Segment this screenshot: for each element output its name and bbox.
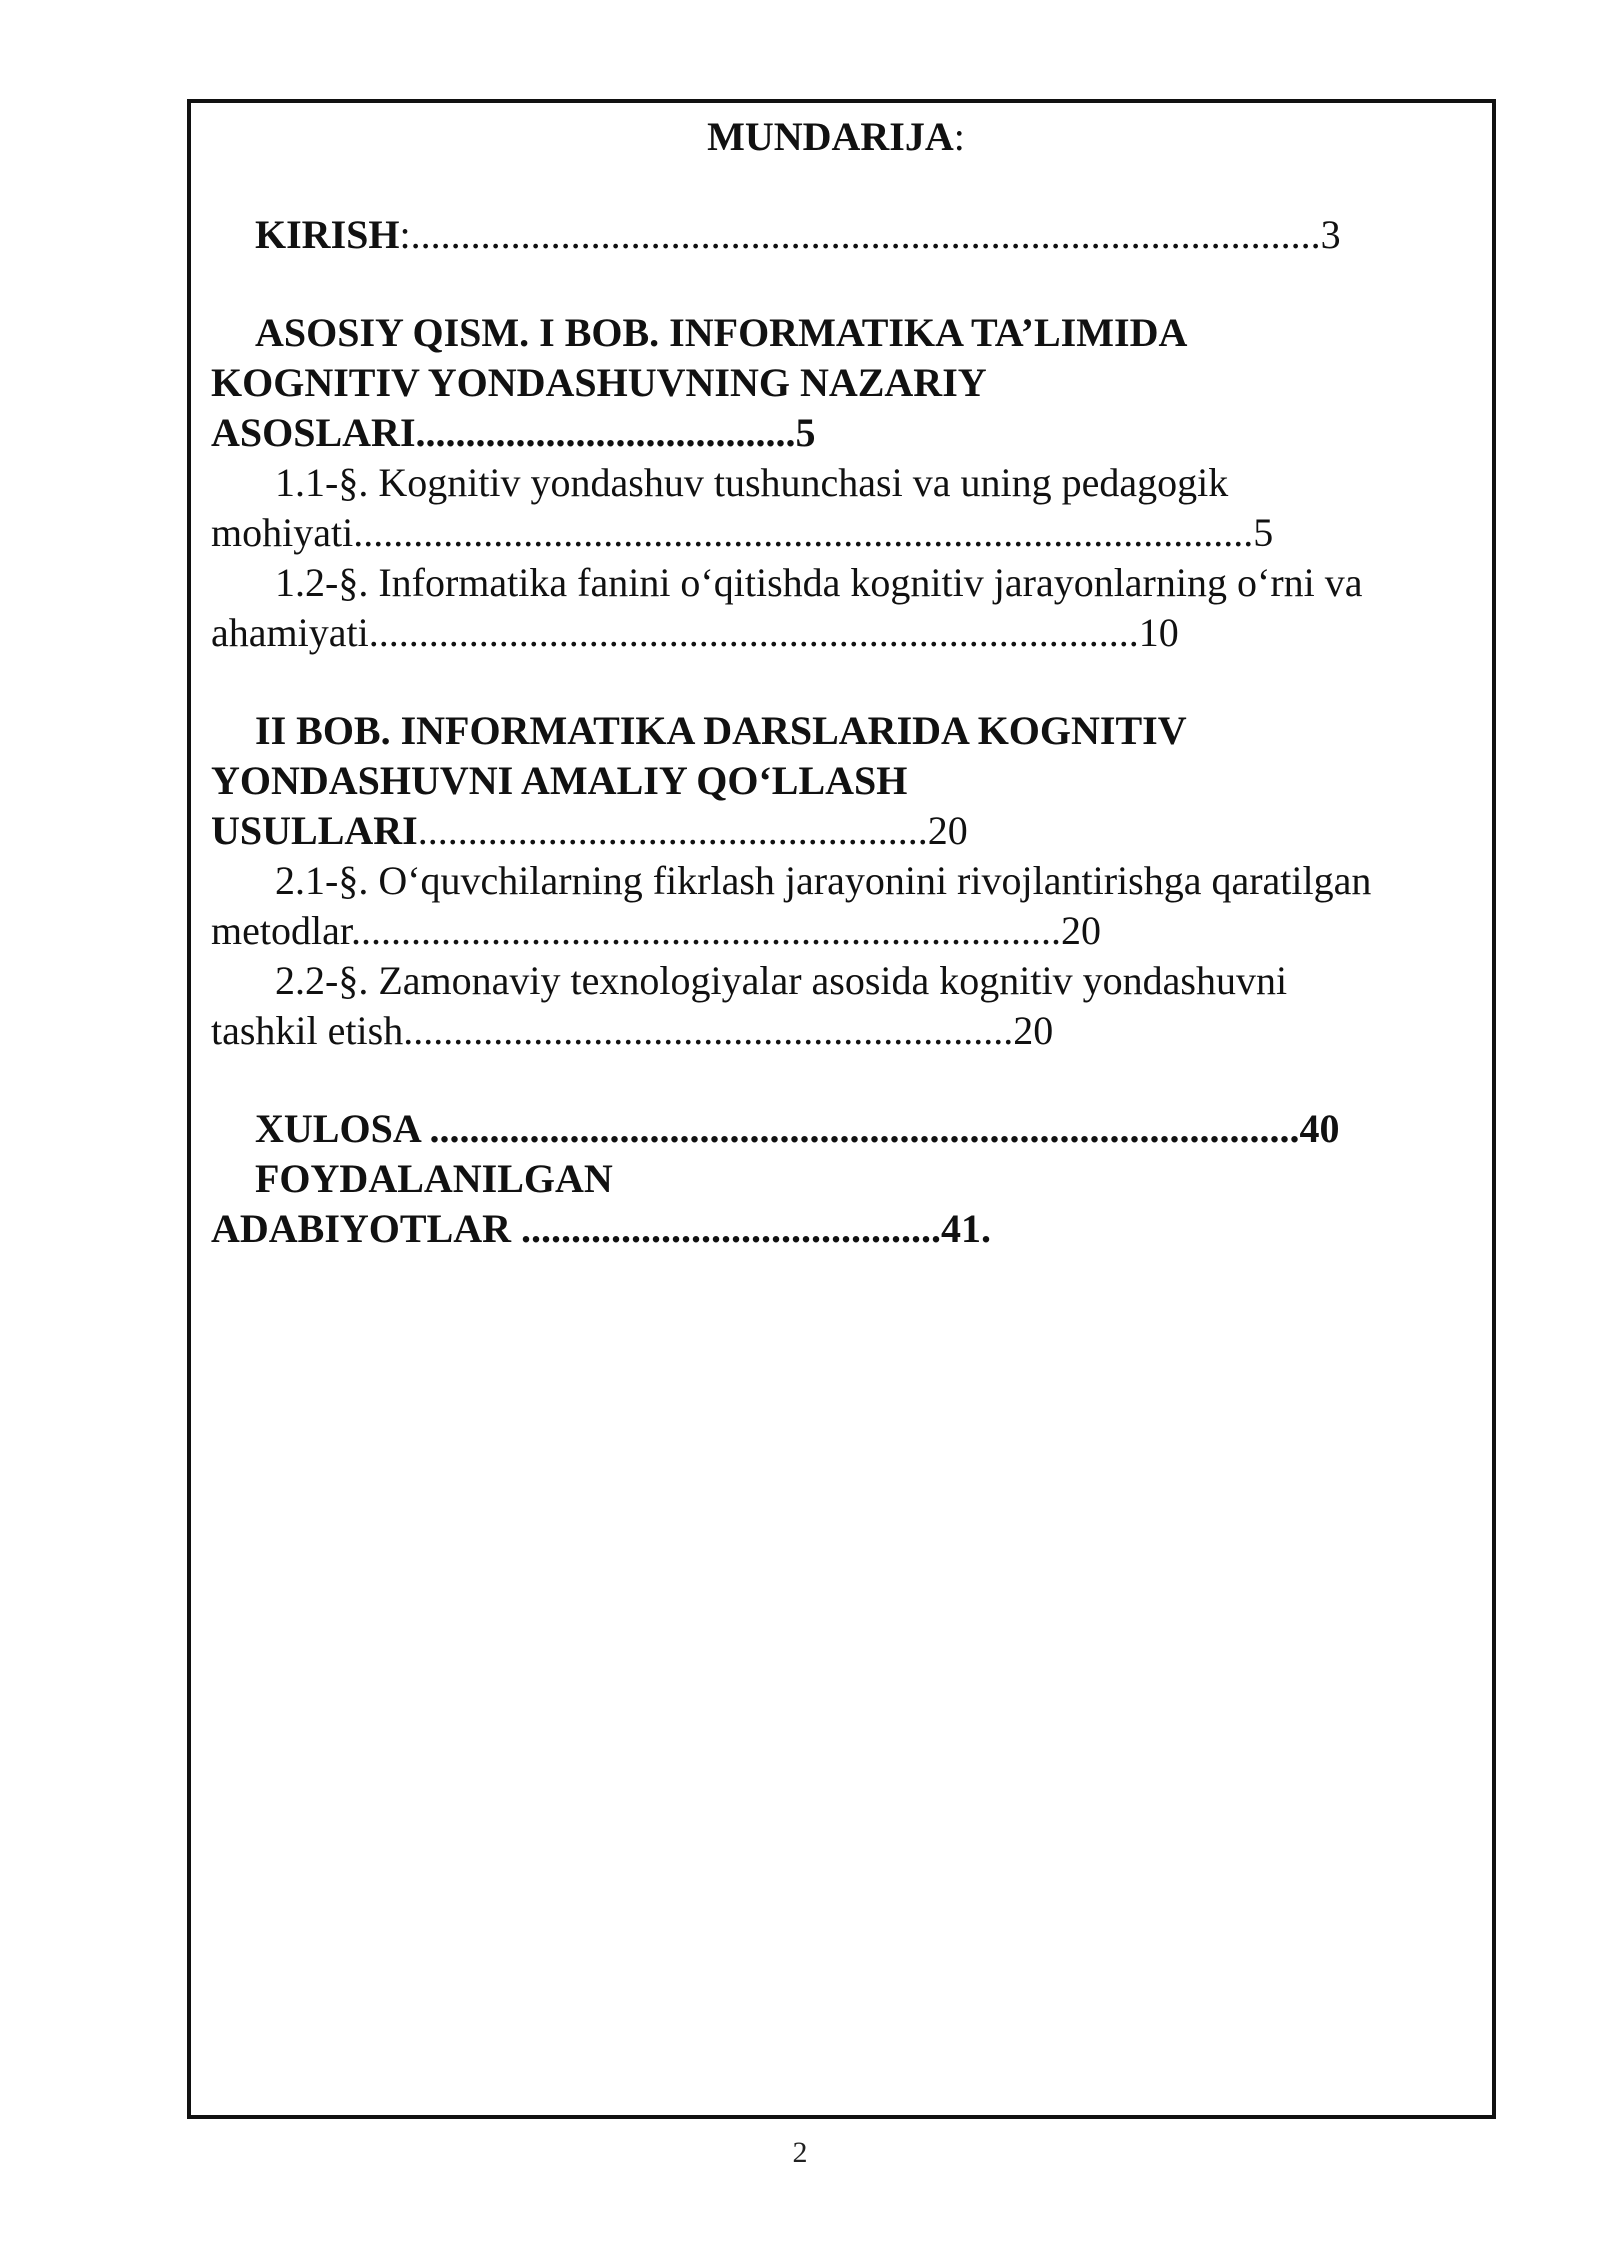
page-number: 2: [792, 2136, 808, 2169]
toc-chapter1-line1: ASOSIY QISM. I BOB. INFORMATIKA TA’LIMIDA: [255, 310, 1188, 355]
chapter2-line3-rest: ...................................................20: [417, 808, 968, 853]
spacer: [211, 1056, 1461, 1104]
toc-section-1-1-line1: 1.1-§. Kognitiv yondashuv tushunchasi va uning pedagogik: [275, 460, 1229, 505]
toc-chapter2-line3: [211, 806, 1461, 856]
toc-section-2-2-line2: tashkil etish.............................................................20: [211, 1008, 1054, 1053]
toc-chapter2-line2: YONDASHUVNI AMALIY QO‘LLASH: [211, 758, 908, 803]
toc-section-2-1-line1: 2.1-§. O‘quvchilarning fikrlash jarayonini rivojlantirishga qaratilgan: [275, 858, 1372, 903]
kirish-dots: :...........................................................................................: [399, 212, 1321, 257]
toc-section-2-2-line1: 2.2-§. Zamonaviy texnologiyalar asosida kognitiv yondashuvni: [275, 958, 1288, 1003]
spacer: [211, 260, 1461, 308]
toc-title-text: MUNDARIJA: [707, 114, 954, 159]
toc-chapter1-line3: ASOSLARI......................................5: [211, 410, 816, 455]
toc-entry-adabiyot-line2: ADABIYOTLAR ..........................................41.: [211, 1206, 992, 1251]
toc-section-1-2-line1: 1.2-§. Informatika fanini o‘qitishda kognitiv jarayonlarning o‘rni va: [275, 560, 1363, 605]
toc-chapter2-line1: II BOB. INFORMATIKA DARSLARIDA KOGNITIV: [255, 708, 1187, 753]
toc-title-colon: :: [953, 114, 965, 159]
toc-title: [211, 112, 1461, 162]
toc-entry-adabiyot-line1: FOYDALANILGAN: [255, 1156, 613, 1201]
kirish-label: KIRISH: [255, 212, 400, 257]
toc-chapter1-line2: KOGNITIV YONDASHUVNING NAZARIY: [211, 360, 987, 405]
toc-entry-kirish: [211, 210, 1461, 260]
toc-section-1-1-line2: mohiyati..........................................................................................5: [211, 510, 1274, 555]
kirish-page: 3: [1320, 212, 1341, 257]
table-of-contents: [211, 112, 1461, 1254]
toc-section-1-2-line2: ahamiyati.............................................................................10: [211, 610, 1179, 655]
toc-section-2-1-line2: metodlar.......................................................................20: [211, 908, 1101, 953]
toc-entry-xulosa: XULOSA .......................................................................................40: [255, 1106, 1340, 1151]
chapter2-line3-label: USULLARI: [211, 808, 418, 853]
spacer: [211, 658, 1461, 706]
